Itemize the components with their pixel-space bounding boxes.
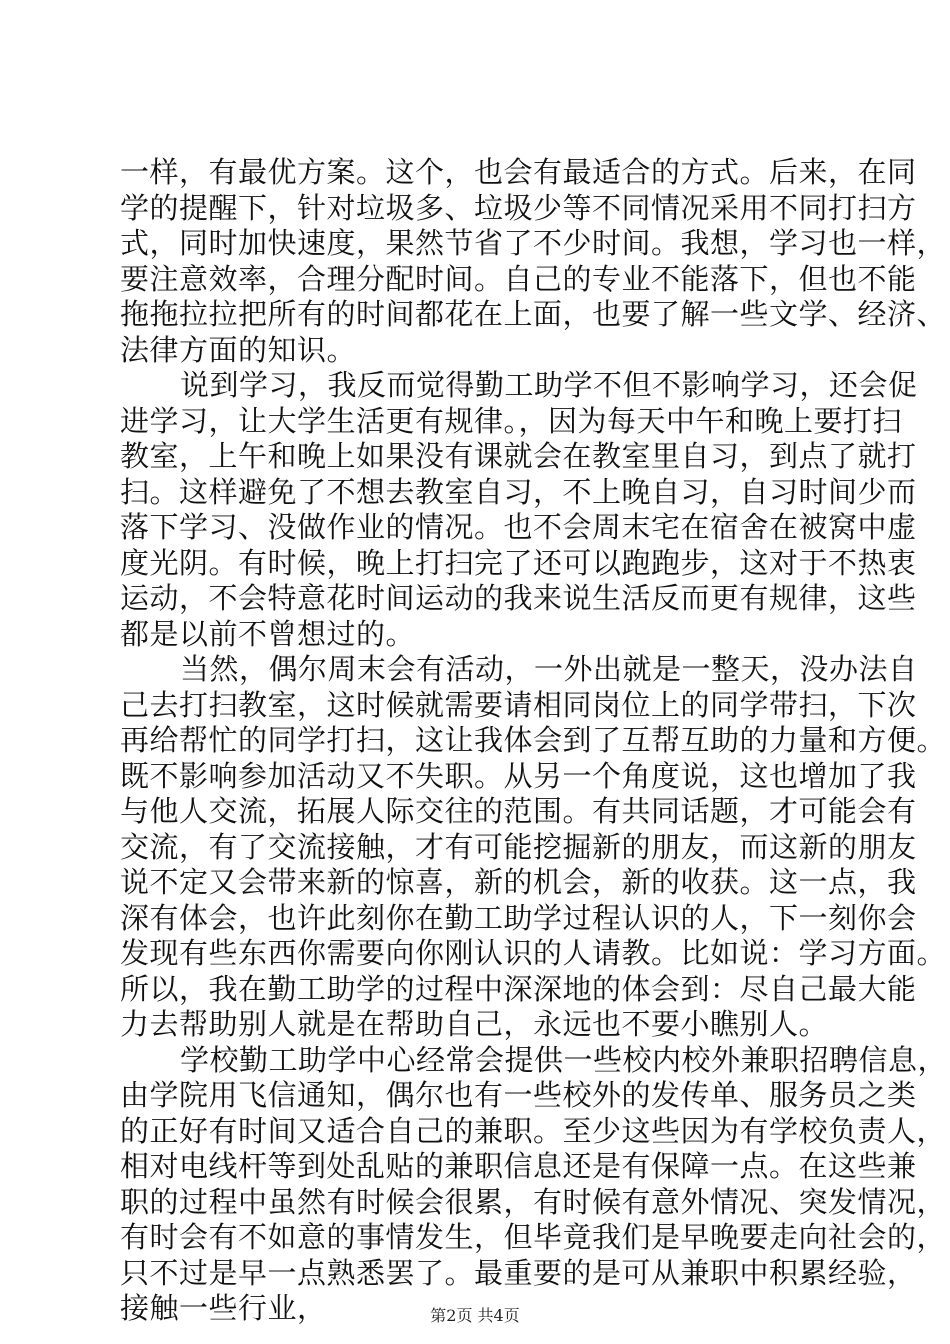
page-number-footer: 第2页 共4页 (430, 1306, 520, 1325)
text-line: 只不过是早一点熟悉罢了。最重要的是可从兼职中积累经验， (120, 1255, 917, 1290)
text-line: 落下学习、没做作业的情况。也不会周末宅在宿舍在被窝中虚 (120, 510, 917, 544)
text-line: 法律方面的知识。 (120, 332, 357, 367)
text-line: 都是以前不曾想过的。 (120, 616, 416, 651)
text-line: 己去打扫教室，这时候就需要请相同岗位上的同学带扫，下次 (120, 687, 917, 722)
document-body (120, 155, 948, 1327)
text-line: 再给帮忙的同学打扫，这让我体会到了互帮互助的力量和方便。 (120, 723, 947, 757)
text-line: 接触一些行业， (120, 1291, 327, 1325)
text-line: 有时会有不如意的事情发生，但毕竟我们是早晚要走向社会的， (120, 1220, 947, 1254)
paragraph-first-line: 学校勤工助学中心经常会提供一些校内校外兼职招聘信息， (180, 1042, 948, 1077)
text-line: 所以，我在勤工助学的过程中深深地的体会到：尽自己最大能 (120, 971, 917, 1006)
text-line: 与他人交流，拓展人际交往的范围。有共同话题，才可能会有 (120, 794, 917, 828)
text-line: 既不影响参加活动又不失职。从另一个角度说，这也增加了我 (120, 758, 917, 793)
text-line: 学的提醒下，针对垃圾多、垃圾少等不同情况采用不同打扫方 (120, 190, 917, 225)
text-line: 扫。这样避免了不想去教室自习，不上晚自习，自习时间少而 (120, 474, 917, 509)
text-line: 相对电线杆等到处乱贴的兼职信息还是有保障一点。在这些兼 (120, 1149, 917, 1183)
text-line: 职的过程中虽然有时候会很累，有时候有意外情况、突发情况， (120, 1184, 947, 1219)
text-line: 式，同时加快速度，果然节省了不少时间。我想，学习也一样， (120, 226, 947, 260)
text-line: 一样，有最优方案。这个，也会有最适合的方式。后来，在同 (120, 155, 917, 189)
text-line: 度光阴。有时候，晚上打扫完了还可以跑跑步，这对于不热衷 (120, 545, 917, 580)
text-line: 进学习，让大学生活更有规律。，因为每天中午和晚上要打扫 (120, 403, 903, 438)
text-line: 要注意效率，合理分配时间。自己的专业不能落下，但也不能 (120, 261, 917, 296)
text-line: 拖拖拉拉把所有的时间都花在上面，也要了解一些文学、经济、 (120, 297, 947, 331)
text-line: 说不定又会带来新的惊喜，新的机会，新的收获。这一点，我 (120, 865, 917, 899)
paragraph-first-line: 当然，偶尔周末会有活动，一外出就是一整天，没办法自 (180, 652, 918, 686)
text-line: 的正好有时间又适合自己的兼职。至少这些因为有学校负责人， (120, 1113, 947, 1148)
text-line: 由学院用飞信通知，偶尔也有一些校外的发传单、服务员之类 (120, 1078, 917, 1112)
text-line: 发现有些东西你需要向你刚认识的人请教。比如说：学习方面。 (120, 936, 947, 970)
text-line: 运动，不会特意花时间运动的我来说生活反而更有规律，这些 (120, 581, 917, 615)
text-line: 深有体会，也许此刻你在勤工助学过程认识的人，下一刻你会 (120, 900, 917, 935)
text-line: 力去帮助别人就是在帮助自己，永远也不要小瞧别人。 (120, 1007, 829, 1041)
text-line: 交流，有了交流接触，才有可能挖掘新的朋友，而这新的朋友 (120, 829, 917, 864)
paragraph-first-line: 说到学习，我反而觉得勤工助学不但不影响学习，还会促 (180, 368, 918, 402)
text-line: 教室，上午和晚上如果没有课就会在教室里自习，到点了就打 (120, 439, 917, 473)
